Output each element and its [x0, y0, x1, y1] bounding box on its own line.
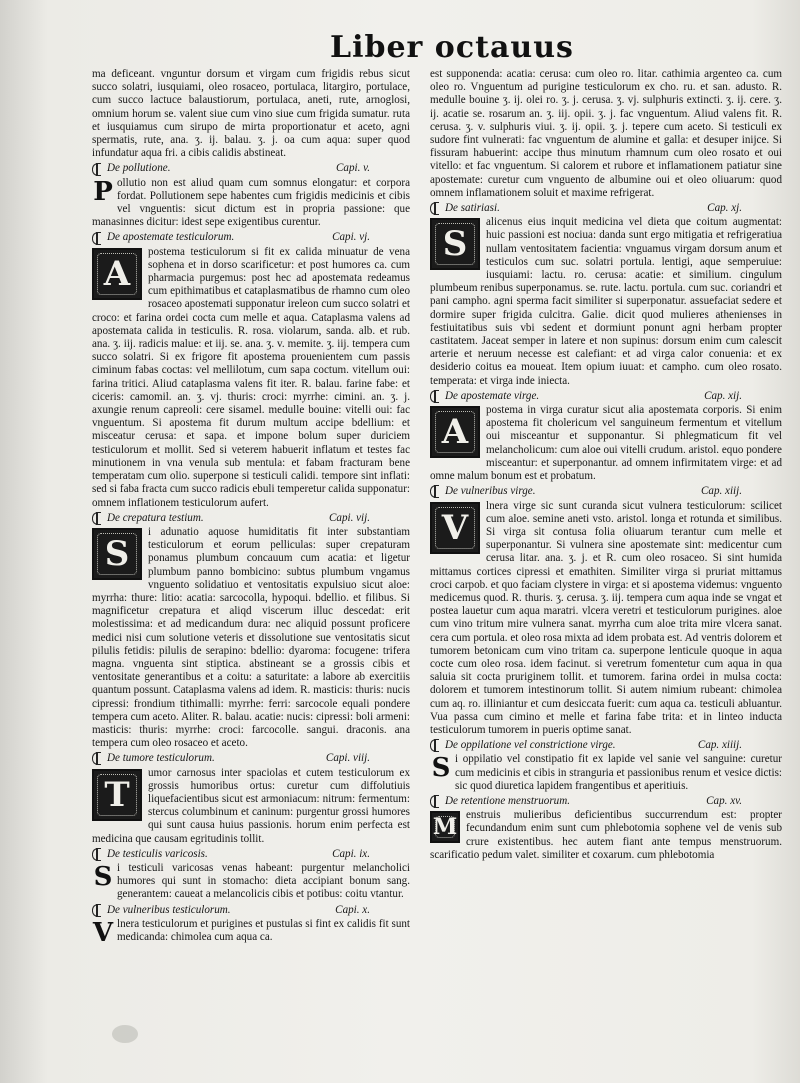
section-right-3: [430, 484, 782, 737]
initial-letter: S: [431, 753, 451, 784]
chapter-number: Cap. xj.: [707, 202, 742, 215]
pilcrow-icon: [430, 202, 439, 215]
right-column: [430, 68, 782, 1068]
pilcrow-icon: [92, 163, 101, 176]
section-text: i adunatio aquose humiditatis fit inter substantiam testiculorum et eorum pelliculas: super crepaturam ponamus plumbum concauum cum acatia: et ligetur plumbum panno bombicino: subtus plumbum vngamus vnguento solidatiuo et ventositatis expulsiuo sicut aloe: myrrha: thure: litio: acatia: sarcocolla, hypoqui. bdellio. et filibus. Si magnificetur crepatura et aliqd viscerum illuc descedat: erit molestissima: et ad medicandum dura: nec aliquid possunt proficere medici nisi cum solutione veteris et dissolutione sue ventositatis sicut pilulis fetidis: pilulis de serapino: bdellio: dyaroma: focugene: trifera magna. vnguenta sint stiptica. abstineant se a grossis cibis et ventositate generantibus et a coitu: a saturitate: a labore ab exercitiis quantum possunt. Cataplasma valens ad idem. R. masticis: thuris: nucis cipressi: frondium tithimalli: myrrhe: ferri: sarcocole equali pondere tempera cum aceto. Aliter. R. balau. acatie: nucis: cipressi: boli armeni: masticis: thuris: myrrhe: croci: farcocolle. sangui. draconis. ana tempera cum oleo rosaceo et aceto.: [92, 525, 410, 750]
section-right-5: [430, 794, 782, 862]
pilcrow-icon: [430, 485, 439, 498]
chapter-number: Cap. xiiij.: [697, 739, 742, 752]
chapter-title: De apostemate testiculorum.: [107, 231, 235, 244]
section-right-2: [430, 389, 782, 483]
chapter-number: Capi. viij.: [325, 752, 370, 765]
section-right-4: [430, 738, 782, 793]
running-head: Liber octauus: [330, 30, 574, 65]
section-right-1: [430, 201, 782, 388]
decorated-initial: T: [92, 769, 142, 821]
ink-stain: [112, 1025, 138, 1043]
pilcrow-icon: [92, 752, 101, 765]
chapter-title: De oppilatione vel constrictione virge.: [445, 739, 616, 752]
chapter-heading: [430, 390, 782, 403]
chapter-title: De vulneribus testiculorum.: [107, 903, 231, 916]
chapter-title: De satiriasi.: [445, 202, 500, 215]
section-text: ma deficeant. vnguntur dorsum et virgam cum frigidis rebus sicut succo solatri, iusquiami, oleo rosaceo, portulaca, litargiro, portulace, cum succo lactuce balaustiorum, portulaca, aneti, rute, arnoglosi, omnium horum se. valent siue cum vino siue cum frigida sumatur. ruta et iusquiamus cum sirupo de mirta proportionatur et aceto, agni spermatis, rute, ana. ʒ. ij. balau. ʒ. j. oa cum aqua: super quod infundatur aqua fri. a cibis calidis abstineat.: [92, 68, 410, 160]
section-text: i oppilatio vel constipatio fit ex lapide vel sanie vel sanguine: curetur cum medicinis et cibis in stranguria et passionibus renum et vesice dictis: sic quod diuretica lapidem frangentibus et aperitiuis.: [455, 753, 782, 792]
decorated-initial: A: [92, 248, 142, 300]
chapter-heading: [430, 795, 782, 808]
decorated-initial: A: [430, 406, 480, 458]
initial-letter: S: [93, 861, 113, 892]
initial-letter: V: [92, 917, 114, 948]
section-left-0: [92, 68, 410, 160]
chapter-number: Capi. ix.: [332, 847, 370, 860]
chapter-number: Capi. x.: [335, 903, 370, 916]
pilcrow-icon: [430, 795, 439, 808]
section-left-4: [92, 751, 410, 845]
decorated-initial: M: [430, 811, 460, 843]
chapter-heading: [92, 162, 410, 175]
pilcrow-icon: [92, 232, 101, 245]
chapter-title: De retentione menstruorum.: [445, 794, 570, 807]
chapter-number: Capi. vj.: [332, 231, 370, 244]
chapter-title: De vulneribus virge.: [445, 485, 536, 498]
chapter-number: Cap. xv.: [706, 794, 742, 807]
chapter-number: Capi. v.: [336, 162, 370, 175]
left-column: [92, 68, 410, 1068]
chapter-title: De apostemate virge.: [445, 389, 540, 402]
section-text: postema in virga curatur sicut alia apostemata corporis. Si enim apostema fit cholericum vel sanguineum fermentum et vitellum oui misceantur et supponantur. Si phlegmaticum fit vel melancholicum: cum aloe oui vitelli crudum. aristol. equo pondere misceantur: et superponantur. ad omnem infirmitatem virge: et ad omne malum bonum est et probatum.: [430, 404, 782, 483]
section-text: postema testiculorum si fit ex calida minuatur de vena sophena et in dorso scarificetur: et post humores ca. cum pharmacia purgemus: post hec ad apostemata redeamus cum epithimatibus et cataplasmatibus de rhamno cum oleo rosaceo apostemati supponatur ireleon cum succo solatri et croco: et farina ordei cocta cum melle et aqua. Cataplasma valens ad apostemata calida in testiculis. R. rosa. violarum, sanda. alb. et rub. ana. ʒ. iij. radicis malue: et iij. se. ana. ʒ. v. memite. ʒ. iij. tempera cum succo solatri. Si ex frigore fit apostema prouenientem cum passis ciminum fabas coctas: vel mellilotum, cum sapa coctum. vitellum oui: farina tritici. Aliud cataplasma valens fit iter. R. balau. farine fabe: et ciceris: camomil. an. ʒ. vj. thuris: croci: myrrhe: cimini. an. ʒ. j. axungie renum capreoli: cere sisamel. medulle bouine: vitelli oui: fac vnguentum. Si apostema fit durum multum accipe bdellium: et misceatur cerusa: et sapa. et impone bolum super duriciem testiculorum et mollit. Sed si veterem habuerit inflatum et testes fac minutionem in vna venula sub mentula: et fabam fracturam bene temperatam cum olio. superpone si testiculi calidi. tempore sint inflati: sed si faba fracta cum succo radicis ebuli temperetur calida supponatur: omnem inflationem testiculorum aufert.: [92, 245, 410, 509]
chapter-heading: [430, 739, 782, 752]
pilcrow-icon: [92, 904, 101, 917]
section-text: alicenus eius inquit medicina vel dieta que coitum augmentat: huic passioni est nociua: danda sunt ergo mitigatia et refrigeratiua nullam ventositatem facientia: vnguamus virgam dorsum anum et testiculos cum suc. solatri portula. lentigi, aque semperuiue: iusquiami: lactu. ro. cerusa: acatie: et similium. cingulum plumbeum renibus superponamus. se. rute. lactu. portula. cum suc. coriandri et pani campho. agni sperma facit similiter si superponatur. assuefaciat sedere et dormire super frigida culcitra. Galie. dicit quod mulieres athenienses in festiuitatibus suis vbi sedent et dormiunt ponunt agni herbam propter castitatem. Jaceat semper in latere et non supinus: dorsum enim cum calescit arterie et neruum necesse est calefiant: et ad virga calor conuenia: et ex desiderio coitus ea moueat. Item opium iuuat: et campho. cum oleo rosato. temperata: et virga inde iniecta.: [430, 216, 782, 387]
section-left-1: [92, 161, 410, 229]
chapter-number: Cap. xij.: [704, 389, 742, 402]
chapter-number: Cap. xiij.: [701, 485, 742, 498]
chapter-title: De pollutione.: [107, 162, 171, 175]
pilcrow-icon: [430, 739, 439, 752]
decorated-initial: S: [92, 528, 142, 580]
chapter-title: De testiculis varicosis.: [107, 847, 208, 860]
chapter-heading: [430, 202, 782, 215]
section-text: lnera virge sic sunt curanda sicut vulnera testiculorum: scilicet cum aloe. semine aneti vsto. aristol. longa et rotunda et similibus. Si virga sit contusa folia oliuarum terantur cum melle et superponantur. Si vulnera sine apostemate sint: medicentur cum cerusa litar. ana. ʒ. j. et R. cum oleo rosaceo. Si sint humida mittamus cortices cipressi et emathiten. Similiter virga si pruriat mittamus croci carpob. et quo faciam clystere in virga: et si apostema videmus: vnguento medicemus quod. R. thuris. ʒ. cerusa. ʒ. iij. tempera cum aqua inde se vngat et postea lauetur cum aqua maratri. vlcera veretri et testiculorum purigines. aloe cum vino tritum mire vulnera sanat. myrrha cum aloe trita mire vlcera sanat. cera cum portula. et oleo rosa mixta ad idem probata est. Ad ventris dolorem et tumorem betonicam cum vino tritam ca. superpone lenticule quoque in aqua cocte cum oleo rosa. idem facinut. si veretrum fomentetur cum aqua in qua saluia sit cocta pruriginem tollit. et tumorem. farina ordei in mulsa cocta: dolorem et tumorem intestinorum tollit. Si autem nimium rubeant: chimolea cum aq. ro. illiniantur et cum desiccata fuerit: cum aqua ca. testiculi abluantur. Vua passa cum cimino et melle et farina fabe trita: et in linteo inducta testiculorum tumorem in pueris optime sanat.: [430, 499, 782, 736]
section-left-2: [92, 230, 410, 509]
section-text: umor carnosus inter spaciolas et cutem testiculorum ex grossis humoribus ortus: curetur cum diffolutiuis liquefacientibus sicut est armoniacum: nitrum: fermentum: stercus columbinum et caninum: purgentur grossi humores qui sunt causa huius passionis. horum enim perfecta est medicina que causam egritudinis tollit.: [92, 766, 410, 845]
chapter-number: Capi. vij.: [329, 511, 370, 524]
section-left-3: [92, 511, 410, 751]
decorated-initial: V: [430, 502, 480, 554]
chapter-heading: [92, 512, 410, 525]
chapter-heading: [430, 485, 782, 498]
chapter-title: De crepatura testium.: [107, 511, 204, 524]
section-right-0: [430, 68, 782, 200]
chapter-heading: [92, 848, 410, 861]
chapter-title: De tumore testiculorum.: [107, 752, 215, 765]
decorated-initial: S: [430, 218, 480, 270]
chapter-heading: [92, 904, 410, 917]
section-left-6: [92, 903, 410, 948]
initial-letter: P: [93, 176, 113, 207]
pilcrow-icon: [92, 512, 101, 525]
section-left-5: [92, 847, 410, 902]
section-text: i testiculi varicosas venas habeant: purgentur melancholici humores qui sunt in stomacho: dieta accipiant bonum sang. generantem: caueat a melancolicis cibis et potibus: coitu vtantur.: [117, 861, 410, 901]
chapter-heading: [92, 231, 410, 244]
section-text: lnera testiculorum et purigines et pustulas si fint ex calidis fit sunt medicanda: chimolea cum aqua ca.: [117, 917, 410, 943]
pilcrow-icon: [430, 390, 439, 403]
section-text: est supponenda: acatia: cerusa: cum oleo ro. litar. cathimia argenteo ca. cum oleo ro. Vnguentum ad purigine testiculorum ex cho. ru. et san. adusto. R. medulle bouine ʒ. ij. olei ro. ʒ. j. cerusa. ʒ. vj. sulphuris extincti. ʒ. ij. cere. ʒ. ij. acatie se. rosarum an. ʒ. iij. opii. ʒ. j. fac vnguentum. Aliud valens fit. R. cerusa. ʒ. v. sulphuris viui. ʒ. ij. opii. ʒ. j. tepere cum aceto. Si testiculi ex sudore fint vulnerati: fac vnguentum de alumine et galla: et desuper inijce. Si fissuram habuerint: accipe thus minutum rhamnum cum oleo rosato et oui vitello: et fac vnguentum. Si calorem et rubore et inflamationem patiatur sine apostemate: curetur cum vnguento de albumine oui et oleo oliuarum: quod omnem inflamationem soluit et maxime refrigerat.: [430, 68, 782, 199]
section-text: enstruis mulieribus deficientibus succurrendum est: propter fecundandum enim sunt cum phlebotomia sophene vel de venis sub crure existentibus. hec autem fiant ante tempus menstruorum. scarificatio pedum valet. similiter et coxarum. cum phlebotomia: [430, 809, 782, 861]
chapter-heading: [92, 752, 410, 765]
section-text: ollutio non est aliud quam cum somnus elongatur: et corpora fordat. Pollutionem sepe habentes cum frigidis medicinis et cibis vel vnguentis: sicut dictum est in propria passione: que manasinnes dicitur: idest sepe exigentibus curentur.: [92, 176, 410, 229]
pilcrow-icon: [92, 848, 101, 861]
